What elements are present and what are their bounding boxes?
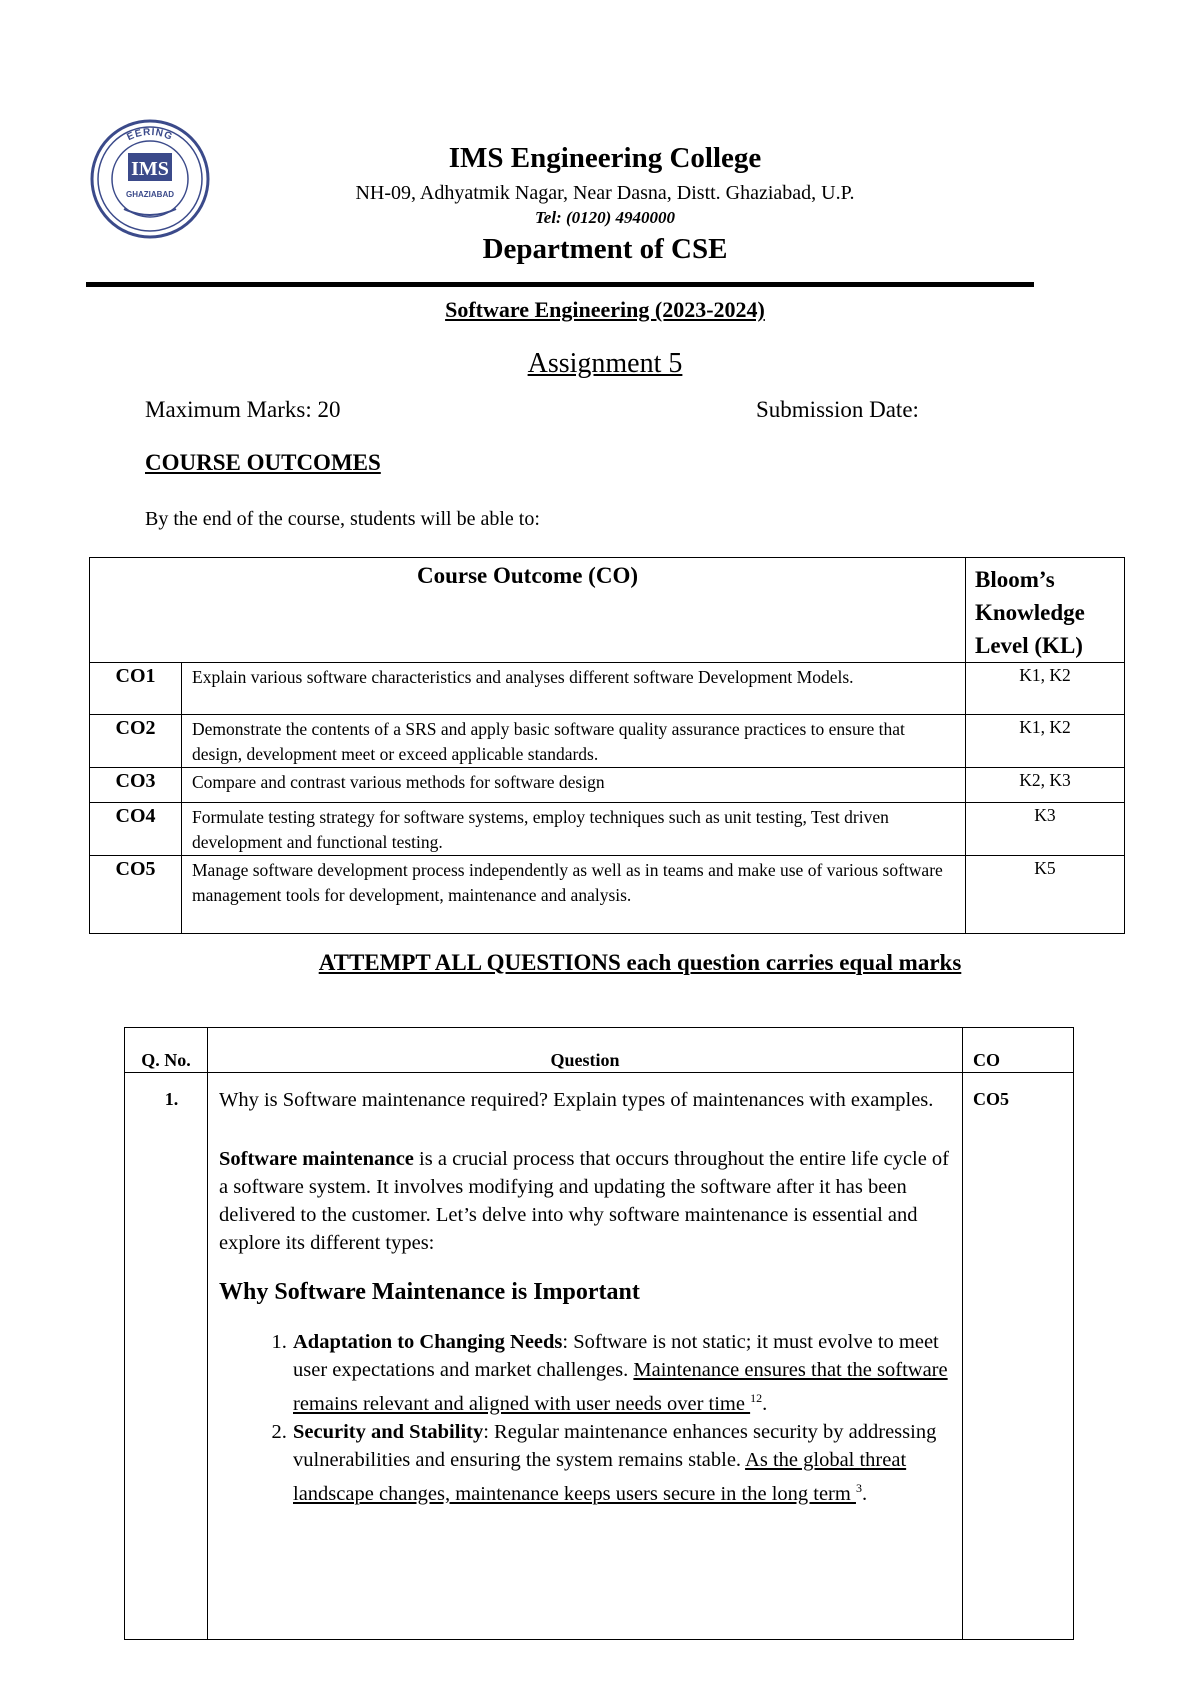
submission-date: Submission Date: (756, 397, 919, 422)
header-divider (86, 282, 1034, 287)
answer-paragraph (219, 1145, 950, 1257)
co-header-kl: Bloom’s Knowledge Level (KL) (966, 558, 1125, 663)
co-table-header (90, 558, 1125, 663)
question-number: 1. (125, 1073, 208, 1640)
citation-ref: 3 (855, 1480, 862, 1495)
table-row (90, 663, 1125, 715)
co-kl: K2, K3 (966, 768, 1125, 803)
point-citation-text: Maintenance ensures that the software remains relevant and aligned with user needs over time (293, 1359, 948, 1415)
co-description: Formulate testing strategy for software systems, employ techniques such as unit testing, Test driven development and functional testing. (182, 803, 966, 856)
college-logo (88, 117, 212, 241)
list-item (292, 1328, 950, 1418)
point-text: : Regular maintenance enhances security by addressing vulnerabilities and ensuring the system remains stable. (293, 1420, 937, 1471)
department-name: Department of CSE (482, 233, 728, 265)
co-description: Manage software development process independently as well as in teams and make use of various software management tools for development, maintenance and analysis. (182, 856, 966, 934)
co-description: Compare and contrast various methods for software design (182, 768, 966, 803)
list-item (292, 1418, 950, 1508)
importance-list (219, 1328, 950, 1508)
table-row (90, 715, 1125, 768)
point-end: . (762, 1392, 768, 1415)
table-row (125, 1073, 1074, 1640)
co-description: Demonstrate the contents of a SRS and apply basic software quality assurance practices to ensure that design, development meet or exceed applicable standards. (182, 715, 966, 768)
co-kl: K1, K2 (966, 663, 1125, 715)
question-table-header (125, 1028, 1074, 1073)
co-kl: K1, K2 (966, 715, 1125, 768)
point-citation-text: As the global threat landscape changes, maintenance keeps users secure in the long term (293, 1448, 907, 1505)
course-outcome-table (89, 557, 1125, 934)
answer-subheading: Why Software Maintenance is Important (219, 1279, 640, 1305)
point-title: Adaptation to Changing Needs (293, 1331, 563, 1353)
logo-center-text: IMS (131, 158, 169, 180)
header-qno: Q. No. (125, 1028, 208, 1073)
college-tel: Tel: (0120) 4940000 (534, 208, 676, 227)
question-body (208, 1073, 963, 1640)
co-code: CO2 (90, 715, 182, 768)
table-row (90, 856, 1125, 934)
answer-paragraph-text: is a crucial process that occurs throughout the entire life cycle of a software system. It involves modifying and updating the software after it has been delivered to the customer. Let’s delve into why software maintenance is essential and explore its different types: (219, 1148, 949, 1254)
point-text: : Software is not static; it must evolve to meet user expectations and market challenges. (293, 1331, 939, 1381)
co-code: CO4 (90, 803, 182, 856)
co-code: CO3 (90, 768, 182, 803)
co-header-outcome: Course Outcome (CO) (90, 558, 966, 663)
assignment-title: Assignment 5 (527, 348, 683, 379)
co-description: Explain various software characteristics and analyses different software Development Models. (182, 663, 966, 715)
answer-term: Software maintenance (219, 1148, 414, 1170)
college-name: IMS Engineering College (448, 142, 762, 174)
college-address: NH-09, Adhyatmik Nagar, Near Dasna, Distt. Ghaziabad, U.P. (355, 182, 855, 204)
max-marks: Maximum Marks: 20 (145, 397, 341, 422)
co-code: CO5 (90, 856, 182, 934)
co-kl: K3 (966, 803, 1125, 856)
co-code: CO1 (90, 663, 182, 715)
logo-city-text: GHAZIABAD (126, 190, 174, 199)
table-row (90, 768, 1125, 803)
table-row (90, 803, 1125, 856)
subject-title: Software Engineering (2023-2024) (445, 297, 765, 322)
citation-ref: 12 (750, 1391, 763, 1405)
header-co: CO (963, 1028, 1074, 1073)
course-outcomes-heading: COURSE OUTCOMES (145, 450, 381, 475)
question-table (124, 1027, 1074, 1640)
attempt-instruction: ATTEMPT ALL QUESTIONS each question carries equal marks (318, 950, 962, 975)
logo-arc-text: EERING (125, 126, 175, 144)
point-title: Security and Stability (293, 1420, 484, 1443)
question-co: CO5 (963, 1073, 1074, 1640)
question-text: Why is Software maintenance required? Explain types of maintenances with examples. (219, 1089, 934, 1111)
co-kl: K5 (966, 856, 1125, 934)
point-end: . (861, 1482, 868, 1505)
header-question: Question (208, 1028, 963, 1073)
course-outcomes-intro: By the end of the course, students will be able to: (145, 508, 540, 530)
